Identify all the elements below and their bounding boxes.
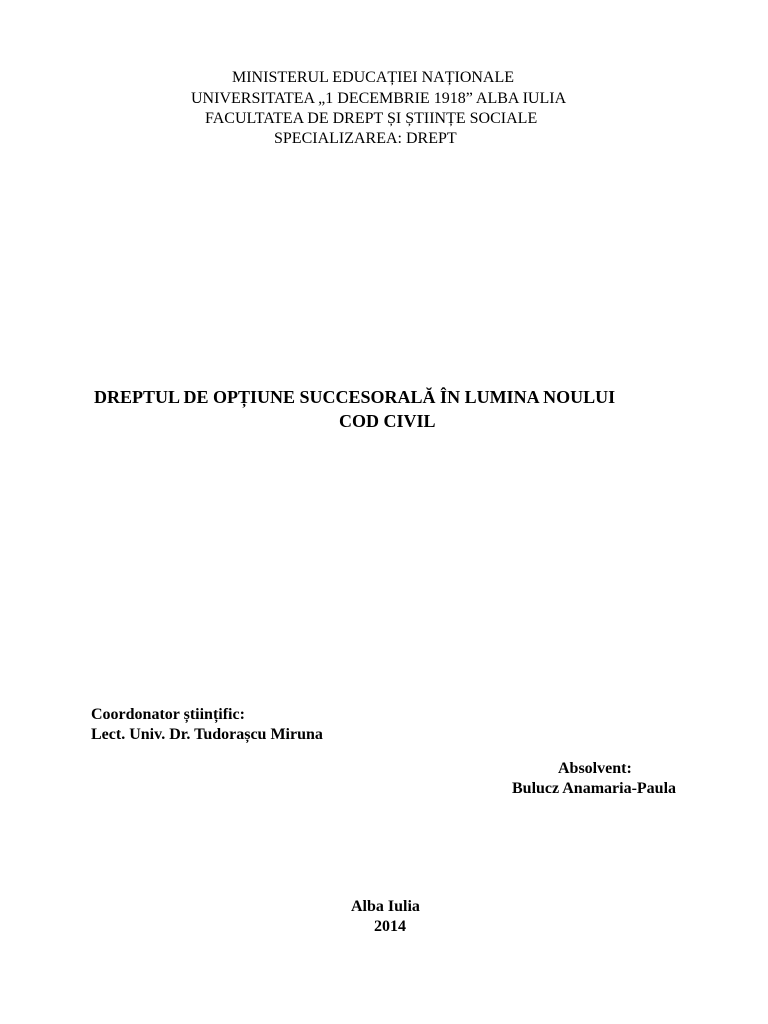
graduate-name: Bulucz Anamaria-Paula [512, 780, 677, 797]
year: 2014 [374, 918, 406, 935]
city-name: Alba Iulia [351, 898, 420, 915]
ministry-name: MINISTERUL EDUCAȚIEI NAȚIONALE [232, 69, 515, 86]
thesis-title-line-1: DREPTUL DE OPȚIUNE SUCCESORALĂ ÎN LUMINA NOULUI [94, 387, 616, 407]
specialization-name: SPECIALIZAREA: DREPT [274, 130, 457, 147]
coordinator-name: Lect. Univ. Dr. Tudorașcu Miruna [91, 726, 323, 743]
university-name: UNIVERSITATEA „1 DECEMBRIE 1918” ALBA IULIA [191, 90, 567, 107]
graduate-label: Absolvent: [558, 760, 632, 777]
faculty-name: FACULTATEA DE DREPT ȘI ȘTIINȚE SOCIALE [205, 110, 538, 127]
thesis-title-line-2: COD CIVIL [339, 411, 436, 431]
coordinator-label: Coordonator științific: [91, 706, 245, 723]
